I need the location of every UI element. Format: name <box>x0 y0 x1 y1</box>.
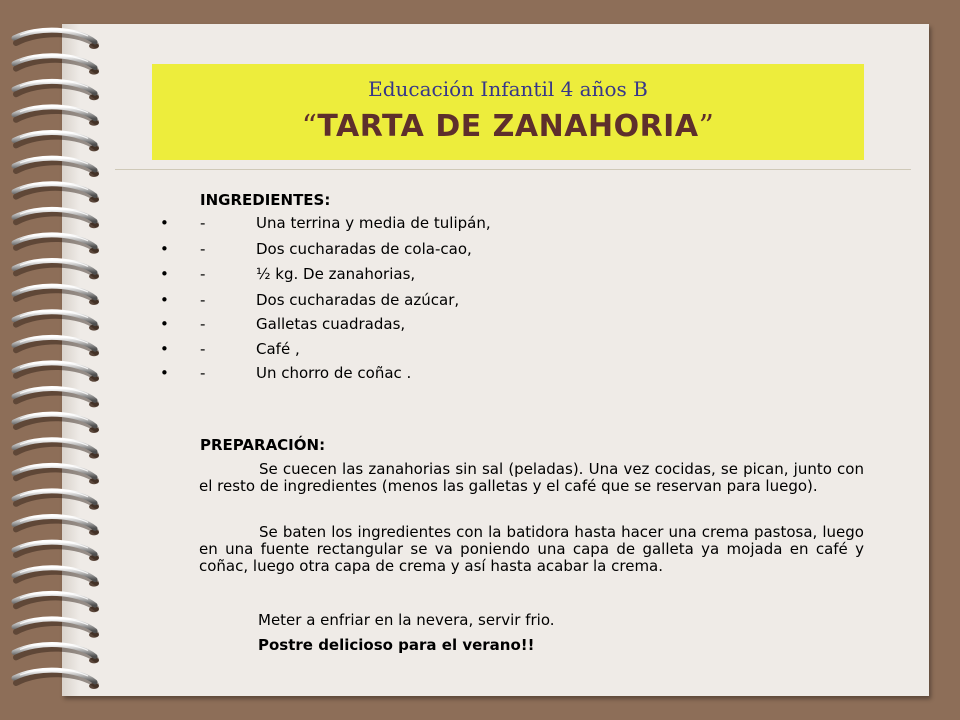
dash: - <box>200 240 206 258</box>
dash: - <box>200 340 206 358</box>
ingredients-heading: INGREDIENTES: <box>200 191 331 209</box>
dash: - <box>200 364 206 382</box>
ingredient-text: Dos cucharadas de azúcar, <box>256 291 460 309</box>
bullet: • <box>160 315 169 333</box>
bullet: • <box>160 364 169 382</box>
dash: - <box>200 265 206 283</box>
ingredient-text: Galletas cuadradas, <box>256 315 406 333</box>
preparation-heading: PREPARACIÓN: <box>200 436 326 454</box>
class-subtitle: Educación Infantil 4 años B <box>368 77 648 101</box>
close-quote: ” <box>698 109 715 144</box>
recipe-title-text: TARTA DE ZANAHORIA <box>317 109 699 144</box>
bullet: • <box>160 340 169 358</box>
bullet: • <box>160 240 169 258</box>
preparation-paragraph-1: Se cuecen las zanahorias sin sal (peladas). Una vez cocidas, se pican, junto con el resto de ingredientes (menos las galletas y el café que se reservan para luego). <box>199 460 864 495</box>
bullet: • <box>160 291 169 309</box>
preparation-line-4: Postre delicioso para el verano!! <box>258 636 535 654</box>
preparation-paragraph-2: Se baten los ingredientes con la batidora hasta hacer una crema pastosa, luego en una fuente rectangular se va poniendo una capa de galleta ya mojada en café y coñac, luego otra capa de crema y así hasta acabar la crema. <box>199 523 864 575</box>
ingredient-text: ½ kg. De zanahorias, <box>256 265 416 283</box>
preparation-line-3: Meter a enfriar en la nevera, servir frio. <box>258 611 555 629</box>
ingredient-text: Café , <box>256 340 300 358</box>
dash: - <box>200 291 206 309</box>
ingredient-text: Un chorro de coñac . <box>256 364 412 382</box>
dash: - <box>200 214 206 232</box>
dash: - <box>200 315 206 333</box>
bullet: • <box>160 214 169 232</box>
open-quote: “ <box>301 109 318 144</box>
ingredient-text: Una terrina y media de tulipán, <box>256 214 491 232</box>
ingredient-text: Dos cucharadas de cola-cao, <box>256 240 472 258</box>
bullet: • <box>160 265 169 283</box>
